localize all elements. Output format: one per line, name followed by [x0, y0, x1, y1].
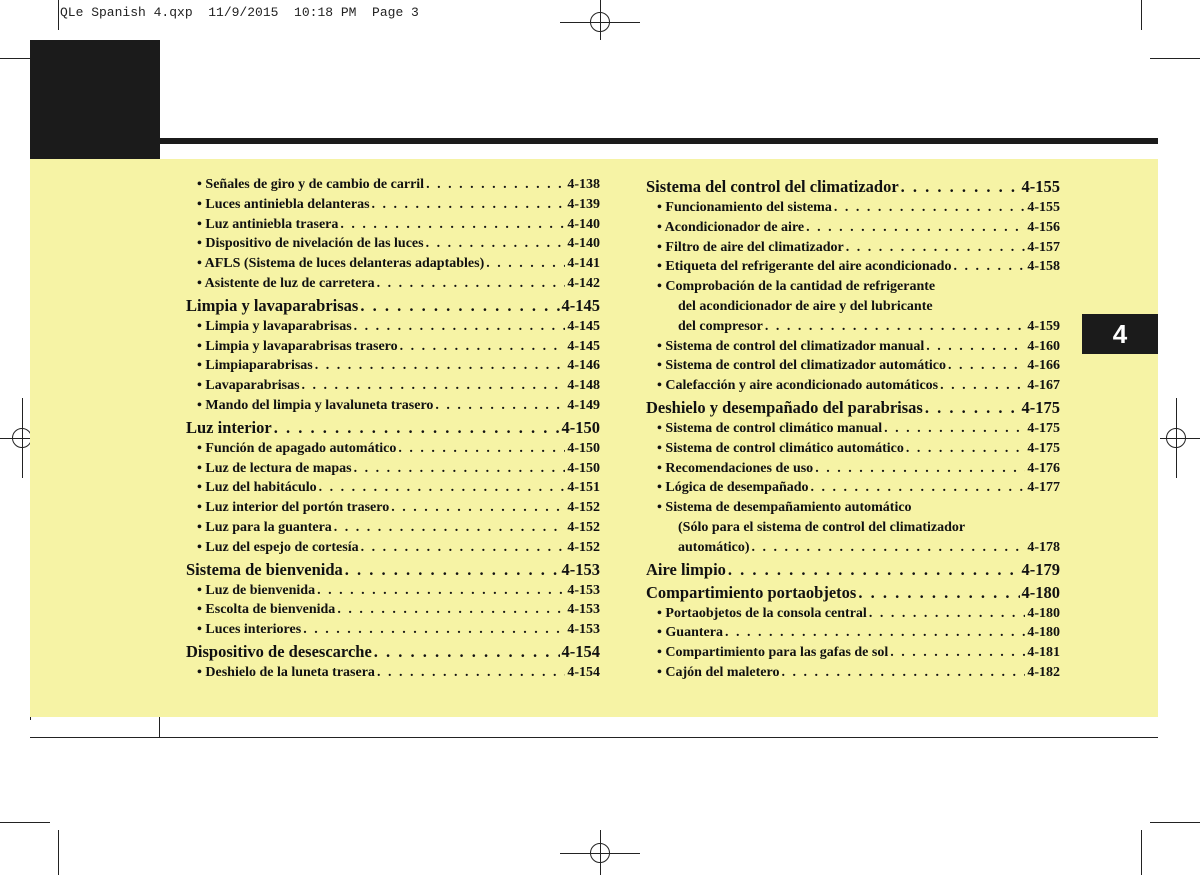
toc-entry-title: • Luz del habitáculo — [197, 480, 317, 496]
toc-entry-title: • Luces antiniebla delanteras — [197, 196, 370, 212]
toc-leader-dots — [901, 175, 1020, 198]
toc-entry-title: Dispositivo de desescarche — [186, 641, 372, 661]
toc-entry-line: • Sistema de desempañamiento automático — [657, 500, 912, 516]
toc-entry-title: • Portaobjetos de la consola central — [657, 605, 867, 621]
toc-entry[interactable] — [186, 518, 600, 538]
toc-leader-dots — [926, 337, 1025, 357]
toc-page-number: 4-155 — [1021, 177, 1060, 196]
toc-section-heading[interactable] — [186, 640, 600, 663]
toc-page-number: 4-180 — [1027, 625, 1060, 641]
toc-leader-dots — [953, 257, 1025, 277]
print-slug: QLe Spanish 4.qxp 11/9/2015 10:18 PM Page 3 — [60, 5, 419, 20]
toc-leader-dots — [372, 195, 566, 215]
toc-entry-title: Deshielo y desempañado del parabrisas — [646, 397, 923, 417]
toc-leader-dots — [925, 396, 1020, 419]
toc-page-number: 4-141 — [567, 256, 600, 272]
toc-leader-dots — [869, 604, 1026, 624]
toc-page-number: 4-160 — [1027, 338, 1060, 354]
toc-page-number: 4-180 — [1027, 605, 1060, 621]
toc-page-number: 4-140 — [567, 236, 600, 252]
toc-entry[interactable] — [186, 254, 600, 274]
toc-entry[interactable] — [186, 337, 600, 357]
toc-entry[interactable] — [186, 478, 600, 498]
toc-entry-title: • Luz antiniebla trasera — [197, 216, 339, 232]
toc-page-number: 4-140 — [567, 216, 600, 232]
toc-entry-title: • Sistema de control climático manual — [657, 420, 883, 436]
toc-entry[interactable] — [186, 498, 600, 518]
toc-entry-title: automático) — [678, 539, 750, 555]
toc-entry-title: • Limpia y lavaparabrisas trasero — [197, 338, 398, 354]
toc-entry-title: • Señales de giro y de cambio de carril — [197, 177, 425, 192]
toc-entry-title: • Lavaparabrisas — [197, 378, 300, 394]
toc-entry-title: • Sistema de control del climatizador automático — [657, 358, 947, 374]
toc-entry-title: • Sistema de control climático automático — [657, 440, 904, 456]
toc-entry[interactable] — [186, 538, 600, 558]
chapter-tab: 4 — [1082, 314, 1158, 354]
toc-entry[interactable] — [646, 623, 1060, 643]
toc-leader-dots — [752, 538, 1026, 558]
toc-section-heading[interactable] — [646, 396, 1060, 419]
toc-page-number: 4-138 — [567, 177, 600, 192]
toc-page-number: 4-150 — [561, 417, 600, 437]
toc-page-number: 4-159 — [1027, 318, 1060, 334]
toc-leader-dots — [426, 234, 566, 254]
toc-leader-dots — [940, 376, 1025, 396]
toc-page-number: 4-148 — [567, 378, 600, 394]
toc-entry-title: • AFLS (Sistema de luces delanteras adaptables) — [197, 256, 485, 272]
toc-leader-dots — [400, 337, 566, 357]
toc-page-number: 4-179 — [1021, 559, 1060, 579]
toc-entry-title: • Asistente de luz de carretera — [197, 275, 375, 291]
toc-leader-dots — [725, 623, 1025, 643]
toc-page-number: 4-153 — [567, 582, 600, 598]
toc-page-number: 4-139 — [567, 196, 600, 212]
toc-entry-title: • Luz de bienvenida — [197, 582, 316, 598]
toc-section-heading[interactable] — [646, 558, 1060, 581]
toc-entry-title: • Sistema de control del climatizador manual — [657, 338, 925, 354]
toc-page-number: 4-152 — [567, 500, 600, 516]
toc-entry[interactable] — [646, 419, 1060, 439]
toc-entry[interactable] — [186, 274, 600, 294]
toc-page-number: 4-175 — [1027, 420, 1060, 436]
toc-page-number: 4-152 — [567, 539, 600, 555]
toc-page-number: 4-145 — [567, 338, 600, 354]
toc-entry[interactable] — [646, 478, 1060, 498]
toc-page-number: 4-167 — [1027, 378, 1060, 394]
toc-entry-title: • Etiqueta del refrigerante del aire acondicionado — [657, 259, 952, 275]
header-rule — [160, 138, 1158, 144]
toc-entry-title: Aire limpio — [646, 559, 726, 579]
toc-page-number: 4-153 — [561, 559, 600, 579]
toc-entry[interactable] — [646, 356, 1060, 376]
toc-page-number: 4-145 — [567, 318, 600, 334]
toc-entry-title: • Limpiaparabrisas — [197, 358, 313, 374]
toc-leader-dots — [858, 581, 1019, 604]
toc-entry[interactable] — [646, 317, 1060, 337]
toc-leader-dots — [302, 376, 566, 396]
toc-entry-title: Limpia y lavaparabrisas — [186, 295, 359, 315]
toc-entry[interactable] — [646, 337, 1060, 357]
toc-page-number: 4-177 — [1027, 480, 1060, 496]
toc-page-number: 4-175 — [1021, 397, 1060, 417]
toc-leader-dots — [398, 439, 565, 459]
toc-page-number: 4-166 — [1027, 358, 1060, 374]
toc-page-number: 4-182 — [1027, 664, 1060, 680]
toc-entry[interactable] — [186, 459, 600, 479]
toc-entry[interactable] — [646, 198, 1060, 218]
toc-entry-title: • Luz interior del portón trasero — [197, 500, 390, 516]
toc-entry-title: Compartimiento portaobjetos — [646, 582, 857, 602]
toc-entry[interactable] — [646, 439, 1060, 459]
toc-leader-dots — [781, 663, 1025, 683]
toc-entry[interactable] — [646, 257, 1060, 277]
toc-column-right — [646, 175, 1060, 683]
toc-entry[interactable] — [186, 175, 600, 195]
toc-leader-dots — [426, 175, 565, 195]
toc-entry-line: (Sólo para el sistema de control del climatizador — [678, 519, 966, 535]
toc-page-number: 4-142 — [567, 275, 600, 291]
toc-section-heading[interactable] — [646, 581, 1060, 604]
toc-leader-dots — [884, 419, 1025, 439]
toc-entry-title: • Luz de lectura de mapas — [197, 460, 352, 476]
toc-entry[interactable] — [186, 376, 600, 396]
toc-leader-dots — [360, 294, 559, 317]
toc-page-number: 4-152 — [567, 519, 600, 535]
toc-page-number: 4-175 — [1027, 440, 1060, 456]
toc-page-number: 4-149 — [567, 397, 600, 413]
toc-leader-dots — [806, 218, 1025, 238]
toc-leader-dots — [846, 238, 1026, 258]
toc-leader-dots — [765, 317, 1025, 337]
toc-entry-title: • Luz para la guantera — [197, 519, 332, 535]
toc-entry-title: • Mando del limpia y lavaluneta trasero — [197, 397, 434, 413]
toc-entry[interactable] — [646, 376, 1060, 396]
toc-leader-dots — [340, 215, 565, 235]
toc-section-heading[interactable] — [186, 294, 600, 317]
toc-entry-title: Sistema del control del climatizador — [646, 177, 899, 196]
toc-page-number: 4-154 — [567, 664, 600, 680]
toc-entry-title: • Guantera — [657, 625, 723, 641]
toc-entry-title: • Cajón del maletero — [657, 664, 780, 680]
toc-entry[interactable] — [186, 356, 600, 376]
toc-entry[interactable] — [186, 581, 600, 601]
toc-entry-title: • Luz del espejo de cortesía — [197, 539, 359, 555]
toc-leader-dots — [334, 518, 566, 538]
toc-entry[interactable] — [186, 234, 600, 254]
toc-entry-line: • Comprobación de la cantidad de refrigerante — [657, 279, 936, 295]
toc-page-number: 4-178 — [1027, 539, 1060, 555]
toc-entry-title: Luz interior — [186, 417, 272, 437]
toc-leader-dots — [377, 663, 565, 683]
toc-page-number: 4-150 — [567, 440, 600, 456]
toc-page-number: 4-145 — [561, 295, 600, 315]
toc-leader-dots — [319, 478, 566, 498]
toc-entry[interactable] — [646, 238, 1060, 258]
toc-leader-dots — [906, 439, 1025, 459]
toc-section-heading[interactable] — [646, 175, 1060, 198]
toc-entry[interactable] — [646, 218, 1060, 238]
toc-entry[interactable] — [186, 195, 600, 215]
toc-entry-title: • Calefacción y aire acondicionado automáticos — [657, 378, 939, 394]
toc-leader-dots — [890, 643, 1025, 663]
toc-entry[interactable] — [186, 620, 600, 640]
toc-entry-title: • Luces interiores — [197, 622, 302, 638]
toc-leader-dots — [315, 356, 566, 376]
toc-leader-dots — [391, 498, 565, 518]
toc-page-number: 4-176 — [1027, 460, 1060, 476]
toc-column-left — [186, 175, 600, 683]
toc-entry[interactable] — [646, 459, 1060, 479]
toc-page-number: 4-158 — [1027, 259, 1060, 275]
toc-entry-title: • Limpia y lavaparabrisas — [197, 318, 352, 334]
toc-leader-dots — [317, 581, 565, 601]
toc-entry[interactable] — [186, 439, 600, 459]
toc-leader-dots — [354, 459, 566, 479]
toc-page-number: 4-154 — [561, 641, 600, 661]
toc-leader-dots — [728, 558, 1020, 581]
toc-entry-title: • Recomendaciones de uso — [657, 460, 814, 476]
toc-leader-dots — [486, 254, 565, 274]
toc-entry-title: • Función de apagado automático — [197, 440, 397, 456]
toc-leader-dots — [948, 356, 1025, 376]
toc-entry-title: • Compartimiento para las gafas de sol — [657, 645, 889, 661]
toc-page-number: 4-181 — [1027, 645, 1060, 661]
toc-leader-dots — [303, 620, 565, 640]
toc-entry[interactable] — [186, 215, 600, 235]
toc-entry[interactable] — [646, 604, 1060, 624]
toc-leader-dots — [811, 478, 1026, 498]
toc-section-heading[interactable] — [186, 558, 600, 581]
toc-entry[interactable] — [646, 643, 1060, 663]
toc-page-number: 4-153 — [567, 622, 600, 638]
toc-section-heading[interactable] — [186, 416, 600, 439]
toc-entry[interactable] — [186, 663, 600, 683]
toc-page-number: 4-155 — [1027, 200, 1060, 215]
toc-leader-dots — [274, 416, 560, 439]
toc-leader-dots — [354, 317, 566, 337]
toc-leader-dots — [815, 459, 1025, 479]
toc-leader-dots — [834, 198, 1025, 218]
toc-entry-title: • Deshielo de la luneta trasera — [197, 664, 375, 680]
toc-page-number: 4-150 — [567, 460, 600, 476]
toc-page-number: 4-156 — [1027, 219, 1060, 235]
toc-page-number: 4-151 — [567, 480, 600, 496]
toc-page-number: 4-180 — [1021, 582, 1060, 602]
toc-page-number: 4-153 — [567, 602, 600, 618]
toc-entry-title: • Dispositivo de nivelación de las luces — [197, 236, 424, 252]
toc-entry[interactable] — [186, 600, 600, 620]
toc-leader-dots — [345, 558, 560, 581]
toc-page-number: 4-157 — [1027, 239, 1060, 255]
toc-entry-title: • Funcionamiento del sistema — [657, 200, 832, 215]
toc-entry[interactable] — [186, 396, 600, 416]
toc-entry[interactable] — [646, 538, 1060, 558]
toc-leader-dots — [435, 396, 565, 416]
toc-entry-title: • Acondicionador de aire — [657, 219, 805, 235]
toc-entry-title: Sistema de bienvenida — [186, 559, 343, 579]
toc-entry-title: • Escolta de bienvenida — [197, 602, 336, 618]
toc-entry-title: • Lógica de desempañado — [657, 480, 809, 496]
toc-page-number: 4-146 — [567, 358, 600, 374]
toc-leader-dots — [337, 600, 565, 620]
header-black-block — [30, 40, 160, 160]
toc-entry[interactable] — [186, 317, 600, 337]
toc-leader-dots — [374, 640, 560, 663]
toc-entry-line: del acondicionador de aire y del lubricante — [678, 298, 933, 314]
toc-leader-dots — [361, 538, 566, 558]
toc-entry-title: • Filtro de aire del climatizador — [657, 239, 844, 255]
toc-entry[interactable] — [646, 663, 1060, 683]
toc-leader-dots — [377, 274, 566, 294]
toc-entry-title: del compresor — [678, 318, 763, 334]
